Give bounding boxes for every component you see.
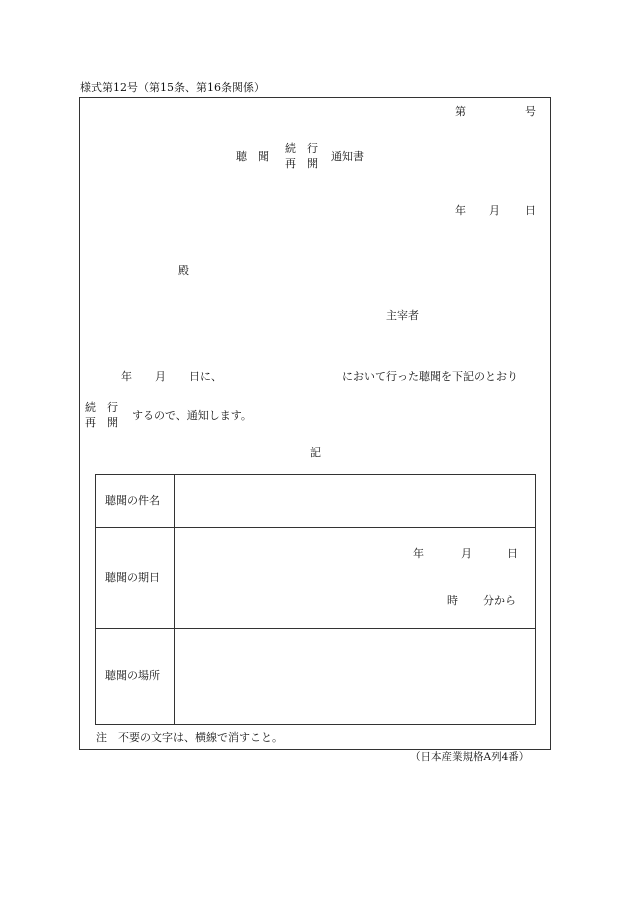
paper-size-label: （日本産業規格A列4番）: [410, 751, 530, 763]
body-middle: において行った聴聞を下記のとおり: [342, 370, 518, 383]
body-kai: 開: [107, 416, 118, 429]
row-date-fun: 分から: [483, 594, 516, 607]
row-date-label: 聴聞の期日: [105, 571, 160, 584]
body-kou: 行: [107, 401, 118, 414]
addressee-suffix: 殿: [178, 264, 189, 277]
title-kou: 行: [307, 142, 318, 155]
number-dai: 第: [455, 105, 466, 118]
title-sai: 再: [285, 157, 296, 170]
date-nen: 年: [455, 204, 466, 217]
body-nen: 年: [121, 370, 132, 383]
row-place-label: 聴聞の場所: [105, 669, 160, 682]
body-hi-ni: 日に、: [189, 370, 222, 383]
title-zoku: 続: [285, 142, 296, 155]
note-text: 注 不要の文字は、横線で消すこと。: [96, 731, 283, 744]
body-ending: するので、通知します。: [132, 409, 252, 422]
ki-label: 記: [310, 446, 321, 459]
table-column-divider: [174, 474, 175, 725]
body-tsuki: 月: [155, 370, 166, 383]
row-date-ji: 時: [447, 594, 458, 607]
row-date-hi: 日: [507, 547, 518, 560]
body-zoku: 続: [85, 401, 96, 414]
details-table: [95, 474, 536, 725]
title-choukai: 聴 聞: [236, 150, 269, 163]
title-kai: 開: [307, 157, 318, 170]
table-row-divider-1: [95, 527, 536, 528]
body-sai: 再: [85, 416, 96, 429]
date-tsuki: 月: [489, 204, 500, 217]
row-date-tsuki: 月: [461, 547, 472, 560]
form-number-label: 様式第12号（第15条、第16条関係）: [80, 81, 265, 94]
row-date-nen: 年: [413, 547, 424, 560]
table-row-divider-2: [95, 628, 536, 629]
chairperson-label: 主宰者: [386, 309, 419, 322]
title-tsuchisho: 通知書: [331, 150, 364, 163]
row-subject-label: 聴聞の件名: [105, 494, 160, 507]
date-hi: 日: [525, 204, 536, 217]
number-go: 号: [525, 105, 536, 118]
